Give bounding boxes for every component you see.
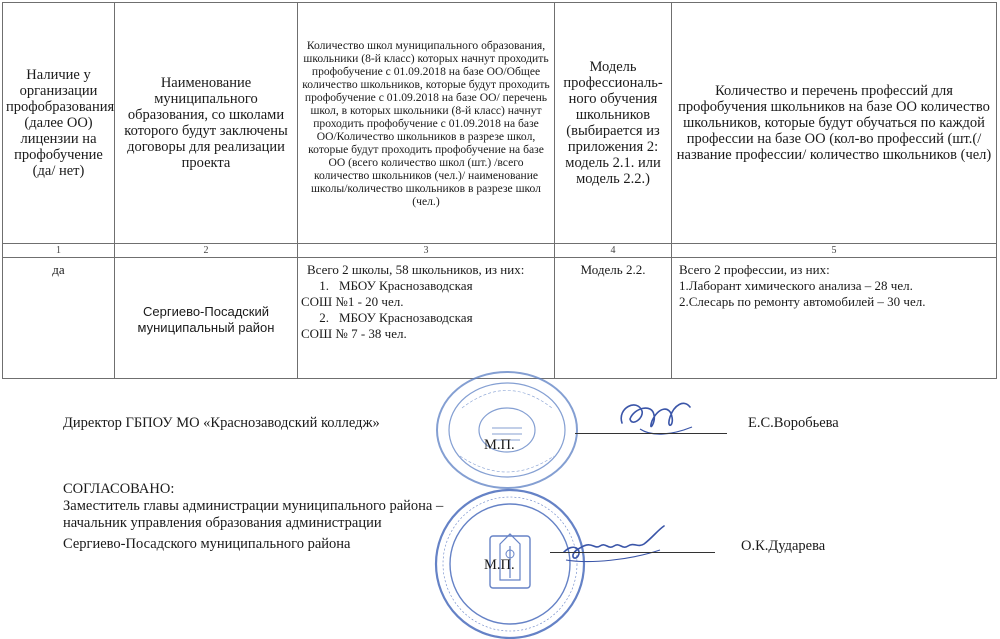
approver-mp: М.П.: [484, 557, 515, 573]
model-cell: Модель 2.2.: [555, 258, 672, 379]
school-number: 2.: [319, 310, 329, 325]
approval-heading: СОГЛАСОВАНО:: [63, 481, 175, 497]
column-number: 5: [672, 244, 997, 258]
header-model: Модель профессиональ-ного обучения школьников (выбирается из приложения 2: модель 2.1. или модель 2.2.): [555, 3, 672, 244]
profession-item: 2.Слесарь по ремонту автомобилей – 30 чел.: [679, 294, 926, 309]
approver-signature-line: [550, 552, 715, 553]
school-item: [301, 310, 551, 342]
professions-cell: [672, 258, 997, 379]
approver-name: О.К.Дударева: [741, 538, 826, 554]
header-schools: Количество школ муниципального образования, школьники (8-й класс) которых начнут проходить профобучение с 01.09.2018 на базе ОО/Общее количество школьников, которые будут проходить профобучение с 01.09.2018 на базе ОО/ перечень школ, в которых школьники (8-й класс) начнут проходить профобучение с 01.09.2018 на базе ОО/Количество школьников в разрезе школ, которые будут проходить профобучение на базе ОО (всего количество школ (шт.) /всего количество школьников (чел.)/ наименование школы/количество школьников в разрезе школ (чел.): [298, 3, 555, 244]
header-professions: Количество и перечень профессий для профобучения школьников на базе ОО количество школьников, которые будут обучаться по каждой профессии на базе ОО (кол-во профессий (шт.(/название профессии/ количество школьников (чел): [672, 3, 997, 244]
director-title: Директор ГБПОУ МО «Краснозаводский колледж»: [63, 415, 380, 431]
profession-item: 1.Лаборант химического анализа – 28 чел.: [679, 278, 913, 293]
column-number: 2: [115, 244, 298, 258]
director-signature-line: [575, 433, 727, 434]
school-detail: СОШ № 7 - 38 чел.: [301, 326, 407, 341]
school-item: [301, 278, 551, 310]
header-municipality: Наименование муниципального образования, со школами которого будут заключены договоры для реализации проекта: [115, 3, 298, 244]
profession-training-table: [2, 2, 997, 379]
header-license: Наличие у организации профобразования (далее ОО) лицензии на профобучение (да/ нет): [3, 3, 115, 244]
table-row: [3, 258, 997, 379]
column-number: 4: [555, 244, 672, 258]
school-name: МБОУ Краснозаводская: [339, 310, 473, 325]
director-name: Е.С.Воробьева: [748, 415, 839, 431]
approver-title-line2: начальник управления образования администрации: [63, 515, 382, 531]
schools-cell: [298, 258, 555, 379]
professions-intro: Всего 2 профессии, из них:: [679, 262, 830, 277]
municipality-cell: Сергиево-Посадский муниципальный район: [115, 258, 298, 379]
license-cell: да: [3, 258, 115, 379]
approver-title-line3: Сергиево-Посадского муниципального района: [63, 536, 351, 552]
column-number-row: [3, 244, 997, 258]
approver-signature: [560, 520, 670, 568]
director-signature: [612, 393, 702, 443]
column-number: 1: [3, 244, 115, 258]
school-detail: СОШ №1 - 20 чел.: [301, 294, 404, 309]
school-name: МБОУ Краснозаводская: [339, 278, 473, 293]
schools-intro: Всего 2 школы, 58 школьников, из них:: [307, 262, 525, 277]
director-mp: М.П.: [484, 437, 515, 453]
approver-title-line1: Заместитель главы администрации муниципального района –: [63, 498, 444, 514]
column-number: 3: [298, 244, 555, 258]
table-header-row: [3, 3, 997, 244]
school-number: 1.: [319, 278, 329, 293]
college-stamp: [432, 368, 582, 493]
